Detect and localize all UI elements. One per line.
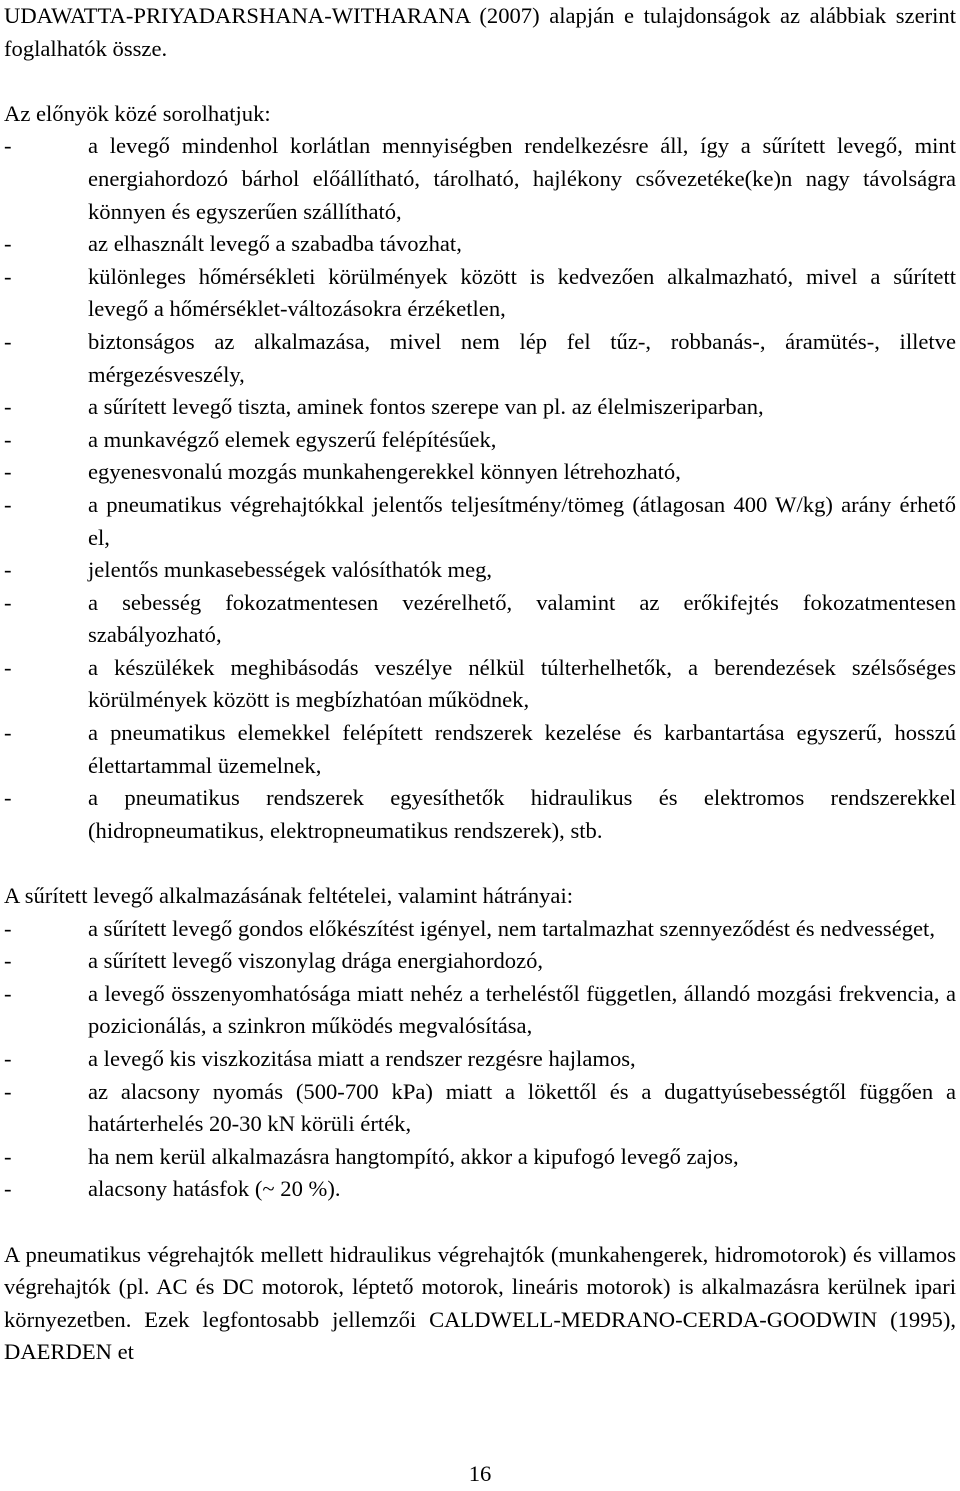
list-item-text: a pneumatikus rendszerek egyesíthetők hidraulikus és elektromos rendszerekkel (hidropneumatikus, elektropneumatikus rendszerek), stb. [88,785,956,843]
list-item-text: az elhasznált levegő a szabadba távozhat, [88,231,462,257]
list-dash: - [4,231,12,257]
paragraph-gap [4,65,956,98]
list-item-text: a pneumatikus végrehajtókkal jelentős teljesítmény/tömeg (átlagosan 400 W/kg) arány érhető el, [88,491,956,550]
list-dash: - [4,1176,12,1202]
disadvantages-heading: A sűrített levegő alkalmazásának feltételei, valamint hátrányai: [4,883,574,909]
disadvantage-item [4,945,956,978]
paragraph-gap [4,1206,956,1239]
list-item-text: a pneumatikus elemekkel felépített rendszerek kezelése és karbantartása egyszerű, hosszú élettartammal üzemelnek, [88,720,956,778]
list-item-text: különleges hőmérsékleti körülmények között is kedvezően alkalmazható, mivel a sűrített levegő a hőmérséklet-változásokra érzéketlen, [88,263,956,322]
list-item-text: egyenesvonalú mozgás munkahengerekkel könnyen létrehozható, [88,459,681,485]
list-item-text: ha nem kerül alkalmazásra hangtompító, akkor a kipufogó levegő zajos, [88,1143,739,1169]
disadvantage-item [4,1076,956,1141]
page-number: 16 [468,1461,492,1486]
list-item-text: a levegő mindenhol korlátlan mennyiségben rendelkezésre áll, így a sűrített levegő, mint energiahordozó bárhol előállítható, tárolható, hajlékony csővezetéke(ke)n nagy távolságra könnyen és egyszerűen szállítható, [88,133,956,224]
advantages-list [4,130,956,847]
advantage-item [4,456,956,489]
list-dash: - [4,589,12,615]
advantages-heading: Az előnyök közé sorolhatjuk: [4,100,271,126]
list-dash: - [4,980,12,1006]
document-page [4,0,956,1369]
advantage-item [4,228,956,261]
list-dash: - [4,915,12,941]
list-item-text: a sűrített levegő tiszta, aminek fontos szerepe van pl. az élelmiszeriparban, [88,394,764,420]
advantage-item [4,782,956,847]
list-dash: - [4,328,12,354]
list-dash: - [4,785,12,811]
list-dash: - [4,654,12,680]
list-dash: - [4,394,12,420]
list-dash: - [4,459,12,485]
list-item-text: alacsony hatásfok (~ 20 %). [88,1176,341,1202]
list-item-text: a munkavégző elemek egyszerű felépítésűek, [88,426,497,452]
list-item-text: a sebesség fokozatmentesen vezérelhető, valamint az erőkifejtés fokozatmentesen szabályozható, [88,589,956,648]
advantage-item [4,391,956,424]
disadvantage-item [4,1173,956,1206]
list-item-text: a levegő kis viszkozitása miatt a rendszer rezgésre hajlamos, [88,1046,636,1071]
disadvantage-item [4,1141,956,1174]
advantage-item [4,130,956,228]
advantage-item [4,652,956,717]
disadvantage-item [4,1043,956,1076]
advantage-item [4,261,956,326]
list-item-text: a sűrített levegő viszonylag drága energiahordozó, [88,948,544,974]
list-item-text: a készülékek meghibásodás veszélye nélkül túlterhelhetők, a berendezések szélsőséges körülmények között is megbízhatóan működnek, [88,654,956,713]
paragraph-gap [4,847,956,880]
closing-paragraph: A pneumatikus végrehajtók mellett hidraulikus végrehajtók (munkahengerek, hidromotorok) és villamos végrehajtók (pl. AC és DC motorok, léptető motorok, lineáris motorok) is alkalmazásra kerülnek ipari környezetben. Ezek legfontosabb jellemzői CALDWELL-MEDRANO-CERDA-GOODWIN (1995), DAERDEN et [4,1241,956,1365]
list-dash: - [4,1046,12,1071]
list-dash: - [4,263,12,289]
list-item-text: biztonságos az alkalmazása, mivel nem lép fel tűz-, robbanás-, áramütés-, illetve mérgezésveszély, [88,328,956,387]
advantage-item [4,424,956,457]
disadvantages-list [4,913,956,1206]
disadvantage-item [4,913,956,946]
advantage-item [4,717,956,782]
list-item-text: a levegő összenyomhatósága miatt nehéz a terheléstől független, állandó mozgási frekvencia, a pozicionálás, a szinkron működés megvalósítása, [88,980,956,1039]
disadvantage-item [4,978,956,1043]
list-item-text: az alacsony nyomás (500-700 kPa) miatt a lökettől és a dugattyúsebességtől függően a határterhelés 20-30 kN körüli érték, [88,1078,956,1137]
advantage-item [4,489,956,554]
advantage-item [4,326,956,391]
list-item-text: jelentős munkasebességek valósíthatók meg, [88,557,493,583]
intro-paragraph: UDAWATTA-PRIYADARSHANA-WITHARANA (2007) alapján e tulajdonságok az alábbiak szerint foglalhatók össze. [4,3,956,61]
list-dash: - [4,720,12,746]
advantage-item [4,554,956,587]
list-dash: - [4,426,12,452]
list-dash: - [4,1143,12,1169]
list-dash: - [4,491,12,517]
list-dash: - [4,133,12,159]
advantage-item [4,587,956,652]
list-item-text: a sűrített levegő gondos előkészítést igényel, nem tartalmazhat szennyeződést és nedvességet, [88,915,935,941]
list-dash: - [4,948,12,974]
list-dash: - [4,557,12,583]
list-dash: - [4,1078,12,1104]
